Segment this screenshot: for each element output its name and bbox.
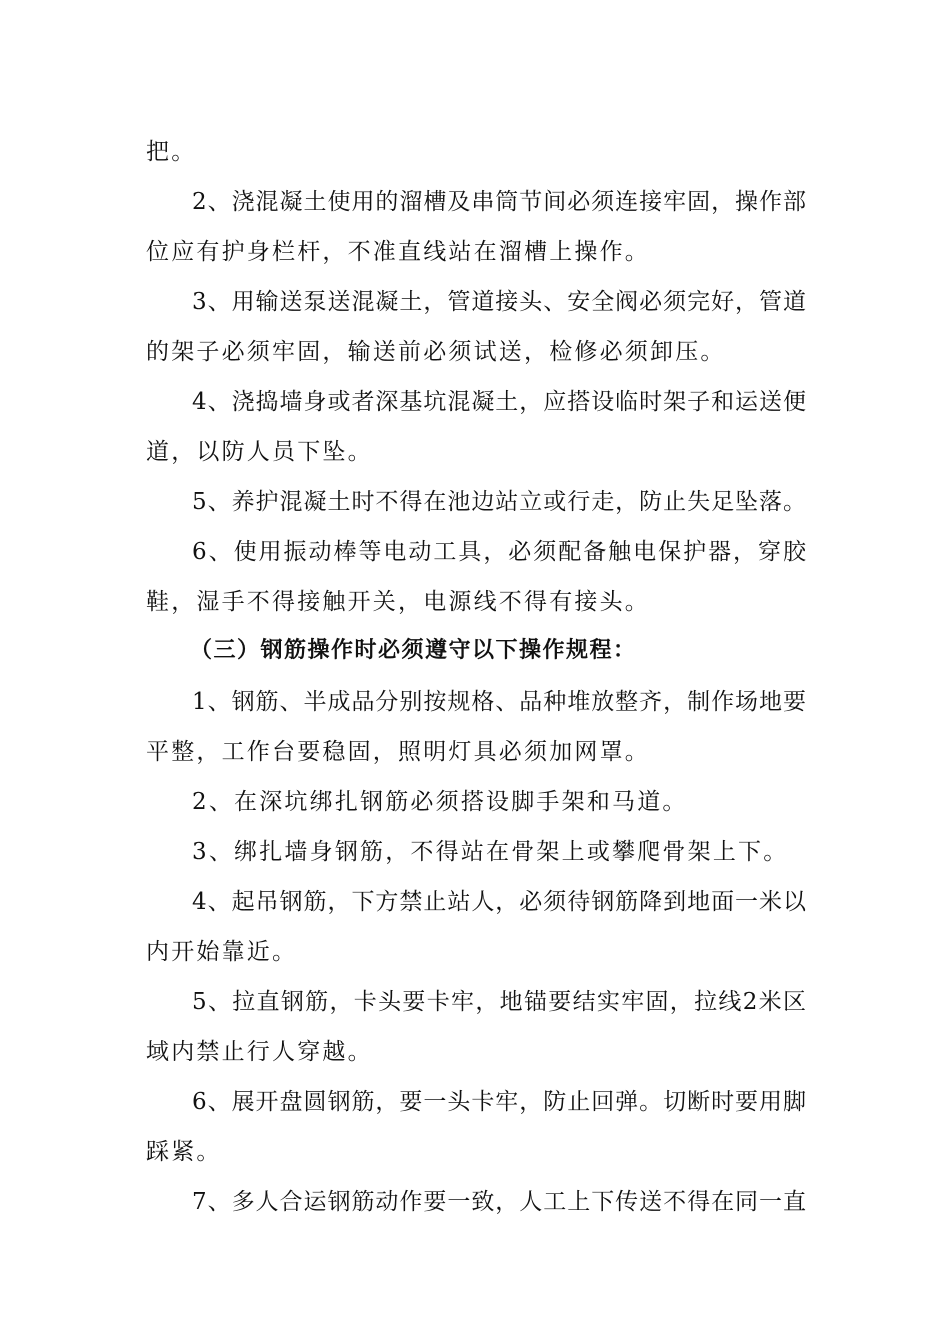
text-line: 域内禁止行人穿越。: [146, 1039, 373, 1065]
text-line: 7、多人合运钢筋动作要一致，人工上下传送不得在同一直: [192, 1189, 806, 1215]
text-line: 2、浇混凝土使用的溜槽及串筒节间必须连接牢固，操作部: [192, 189, 806, 215]
text-line: 把。: [146, 139, 197, 165]
text-line: 6、展开盘圆钢筋，要一头卡牢，防止回弹。切断时要用脚: [192, 1089, 806, 1115]
text-line: 5、养护混凝土时不得在池边站立或行走，防止失足坠落。: [192, 489, 806, 515]
text-line: 道，以防人员下坠。: [146, 439, 373, 465]
text-line: 5、拉直钢筋，卡头要卡牢，地锚要结实牢固，拉线2米区: [192, 989, 806, 1015]
text-line: 平整，工作台要稳固，照明灯具必须加网罩。: [146, 739, 650, 765]
text-line: 内开始靠近。: [146, 939, 298, 965]
text-line: 的架子必须牢固，输送前必须试送，检修必须卸压。: [146, 339, 726, 365]
text-line: 4、起吊钢筋，下方禁止站人，必须待钢筋降到地面一米以: [192, 889, 806, 915]
text-line: 3、用输送泵送混凝土，管道接头、安全阀必须完好，管道: [192, 289, 806, 315]
text-line: 鞋，湿手不得接触开关，电源线不得有接头。: [146, 589, 650, 615]
text-line: 位应有护身栏杆，不准直线站在溜槽上操作。: [146, 239, 650, 265]
text-line: 踩紧。: [146, 1139, 222, 1165]
text-line: 3、绑扎墙身钢筋，不得站在骨架上或攀爬骨架上下。: [192, 839, 789, 865]
text-line: 4、浇捣墙身或者深基坑混凝土，应搭设临时架子和运送便: [192, 389, 806, 415]
section-heading: （三）钢筋操作时必须遵守以下操作规程：: [190, 638, 637, 663]
text-line: 1、钢筋、半成品分别按规格、品种堆放整齐，制作场地要: [192, 689, 806, 715]
text-line: 6、使用振动棒等电动工具，必须配备触电保护器，穿胶: [192, 539, 806, 565]
text-line: 2、在深坑绑扎钢筋必须搭设脚手架和马道。: [192, 789, 688, 815]
